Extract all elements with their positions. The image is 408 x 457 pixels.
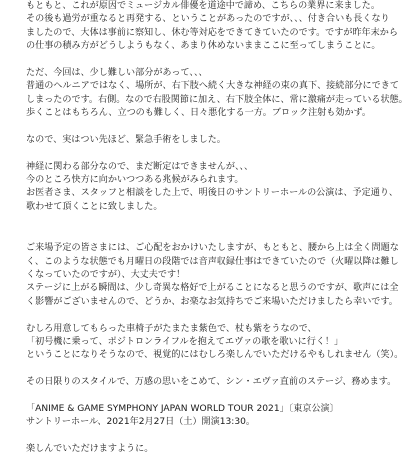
paragraph-wheelchair [26, 323, 404, 363]
text-line: 普通のヘルニアではなく、場所が、右下肢へ続く大きな神経の束の真下、接続部分にできて [26, 81, 399, 92]
text-line: く、このような状態でも月曜日の段階では音声収録仕事はできていたので（火曜以降は難し [26, 256, 399, 267]
text-line: の仕事の積み方がどうしようもなく、あまり休めないままここに至ってしまうことに。 [26, 41, 381, 52]
paragraph-audience-note [26, 242, 400, 309]
text-line: なので、実はつい先ほど、緊急手術をしました。 [26, 134, 226, 145]
paragraph-decision [26, 161, 400, 215]
text-line: お医者さま、スタッフと相談をした上で、明後日のサントリーホールの公演は、予定通り、 [26, 188, 399, 199]
text-line: 歩くことはもちろん、立つのも難しく、日々悪化する一方。ブロック注射も効かず。 [26, 108, 372, 119]
text-line: ということになりそうなので、視覚的にはむしろ楽しんでいただけるやもしれません（笑）。 [26, 350, 404, 361]
text-line: 歌わせて頂くことに致しました。 [26, 201, 163, 212]
paragraph-surgery [26, 134, 400, 147]
text-line: その後も過労が重なると再発する、ということがあったのですが、、、付き合いも長くなり [26, 14, 390, 25]
text-line: くなっていたのですが）、大丈夫です！ [26, 270, 186, 281]
text-line: しまったのです。右側。なので右股関節に加え、右下肢全体に、常に激痛が走っている状態。 [26, 94, 408, 105]
text-line: 神経に関わる部分なので、まだ断定はできませんが、、、 [26, 161, 254, 172]
text-line: ステージに上がる瞬間は、少し奇異な格好で上がることになると思うのですが、歌声には全 [26, 283, 399, 294]
paragraph-closing [26, 443, 400, 456]
text-line: 楽しんでいただけますように。 [26, 444, 154, 455]
paragraph-event-info [26, 403, 400, 430]
text-line: ただ、今回は、少し難しい部分があって、、、 [26, 67, 208, 78]
paragraph-background [26, 0, 400, 54]
text-line: その日限りのスタイルで、万感の思いをこめて、シン・エヴァ直前のステージ、務めます。 [26, 377, 397, 388]
text-line: ましたので、大体は事前に察知し、休む等対応をできてきていたのです。ですが昨年末から [26, 27, 398, 38]
paragraph-resolve [26, 376, 400, 389]
text-line: もともと、これが原因でミュージカル俳優を道途中で諦め、こちらの業界に来ました。 [26, 1, 380, 11]
text-line: 「初号機に乗って、ポジトロンライフルを抱えてエヴァの歌を歌いに行く！」 [26, 336, 344, 347]
paragraph-condition [26, 67, 408, 121]
text-line: 今のところ快方に向かいつつある兆候がみられます。 [26, 175, 244, 186]
event-title: 「ANIME & GAME SYMPHONY JAPAN WORLD TOUR 2021」〔東京公演〕 [26, 403, 339, 414]
text-line: むしろ用意してもらった車椅子がたまたま紫色で、杖も紫をうなので、 [26, 323, 317, 334]
text-line: ご来場予定の皆さまには、ご心配をおかけいたしますが、もともと、腰から上は全く問題な [26, 243, 399, 254]
text-line: く影響がございませんので、どうか、お楽なお気持ちでご来場いただけましたら幸いです。 [26, 296, 398, 307]
event-venue-date: サントリーホール、2021年2月27日（土）開演13:30。 [26, 417, 256, 428]
